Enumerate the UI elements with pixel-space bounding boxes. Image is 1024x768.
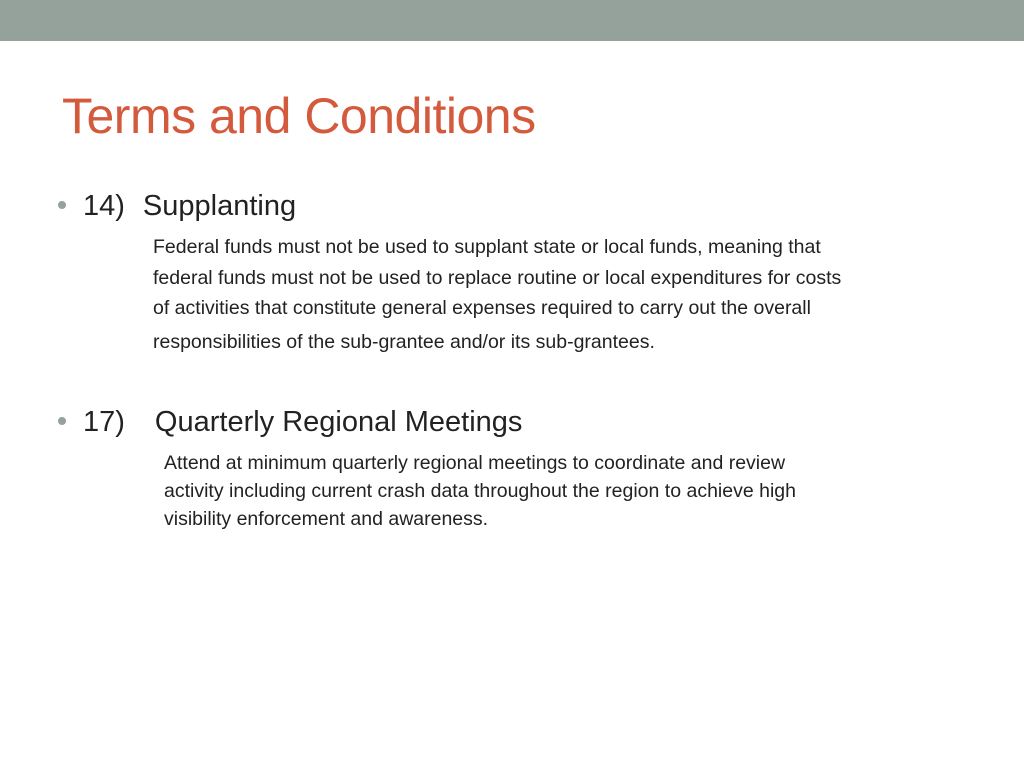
header-bar	[0, 0, 1024, 41]
bullet-number: 14)	[83, 190, 125, 222]
paragraph-line: Attend at minimum quarterly regional meetings to coordinate and review	[164, 452, 786, 474]
bullet-supplanting	[83, 188, 296, 224]
paragraph-line: of activities that constitute general expenses required to carry out the overall	[153, 297, 811, 319]
paragraph-line: activity including current crash data throughout the region to achieve high	[164, 480, 796, 502]
paragraph-line: Federal funds must not be used to supplant state or local funds, meaning that	[153, 236, 821, 258]
bullet-number: 17)	[83, 406, 125, 438]
bullet-heading: Quarterly Regional Meetings	[154, 406, 523, 438]
bullet-dot-icon	[58, 201, 66, 209]
bullet-dot-icon	[58, 417, 66, 425]
slide-title: Terms and Conditions	[62, 88, 536, 144]
paragraph-line: responsibilities of the sub-grantee and/or its sub-grantees.	[153, 331, 655, 353]
supplanting-paragraph	[153, 232, 973, 359]
paragraph-line: visibility enforcement and awareness.	[164, 508, 489, 530]
paragraph-line: federal funds must not be used to replace routine or local expenditures for costs	[153, 267, 842, 289]
bullet-heading: Supplanting	[142, 190, 297, 222]
bullet-quarterly-meetings	[83, 404, 522, 440]
quarterly-meetings-paragraph	[164, 449, 964, 533]
